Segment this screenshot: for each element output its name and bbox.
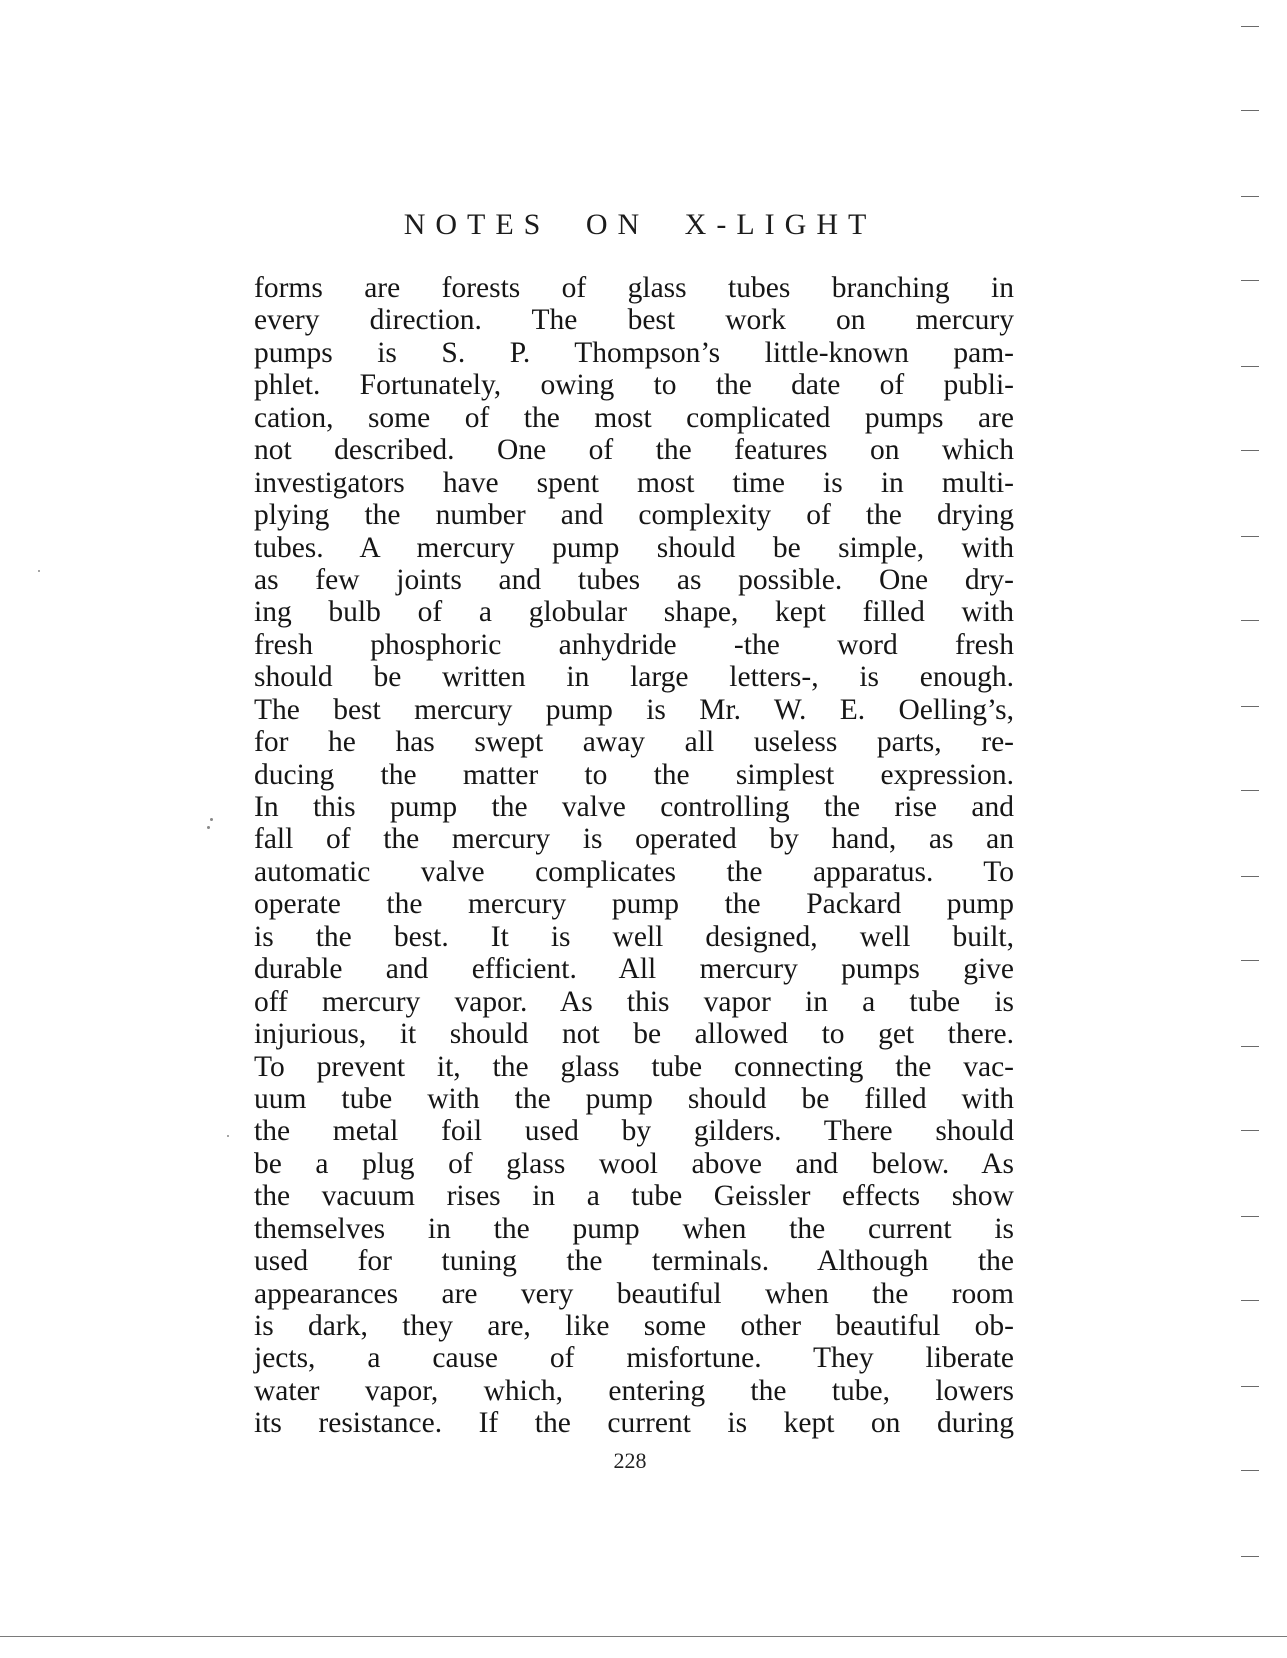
text-line: plying the number and complexity of the drying: [254, 499, 1014, 532]
text-line: In this pump the valve controlling the rise and: [254, 791, 1014, 823]
text-line: fall of the mercury is operated by hand, as an: [254, 823, 1014, 856]
text-line: jects, a cause of misfortune. They liberate: [254, 1342, 1014, 1375]
scan-speck: [227, 1135, 229, 1137]
margin-tick: [1241, 960, 1259, 961]
text-line: appearances are very beautiful when the room: [254, 1277, 1014, 1310]
text-line: operate the mercury pump the Packard pump: [254, 888, 1014, 921]
margin-tick: [1241, 876, 1259, 877]
text-line: off mercury vapor. As this vapor in a tube is: [254, 985, 1014, 1018]
margin-tick: [1241, 196, 1259, 197]
text-line: injurious, it should not be allowed to get there.: [254, 1018, 1014, 1051]
text-line: should be written in large letters-, is enough.: [254, 661, 1014, 694]
margin-tick: [1241, 280, 1259, 281]
text-line: water vapor, which, entering the tube, lowers: [254, 1374, 1014, 1407]
text-line: is the best. It is well designed, well built,: [254, 920, 1014, 953]
margin-tick: [1241, 110, 1259, 111]
text-line: as few joints and tubes as possible. One dry-: [254, 563, 1014, 596]
margin-tick: [1241, 1300, 1259, 1301]
margin-tick: [1241, 1046, 1259, 1047]
margin-tick: [1241, 450, 1259, 451]
text-line: be a plug of glass wool above and below. As: [254, 1147, 1014, 1180]
text-line: themselves in the pump when the current is: [254, 1212, 1014, 1245]
text-line: is dark, they are, like some other beautiful ob-: [254, 1310, 1014, 1342]
text-line: automatic valve complicates the apparatus. To: [254, 855, 1014, 888]
scan-speck: [210, 818, 213, 821]
text-line: The best mercury pump is Mr. W. E. Oelling’s,: [254, 693, 1014, 726]
scan-speck: [207, 826, 210, 829]
text-line: the metal foil used by gilders. There should: [254, 1115, 1014, 1148]
text-line: for he has swept away all useless parts, re-: [254, 726, 1014, 759]
body-text: [254, 272, 1014, 1440]
text-line: forms are forests of glass tubes branching in: [254, 272, 1014, 304]
margin-tick: [1241, 366, 1259, 367]
margin-tick: [1241, 790, 1259, 791]
text-line: durable and efficient. All mercury pumps give: [254, 953, 1014, 986]
text-line: cation, some of the most complicated pumps are: [254, 401, 1014, 434]
text-line: investigators have spent most time is in multi-: [254, 466, 1014, 499]
text-line: phlet. Fortunately, owing to the date of publi-: [254, 369, 1014, 402]
margin-tick: [1241, 1556, 1259, 1557]
text-line: tubes. A mercury pump should be simple, with: [254, 531, 1014, 564]
text-line: used for tuning the terminals. Although the: [254, 1245, 1014, 1278]
running-head: NOTES ON X-LIGHT: [403, 208, 877, 241]
text-line: fresh phosphoric anhydride -the word fresh: [254, 628, 1014, 661]
text-line: ing bulb of a globular shape, kept filled with: [254, 596, 1014, 629]
text-line: pumps is S. P. Thompson’s little-known pam-: [254, 336, 1014, 369]
text-line: not described. One of the features on which: [254, 434, 1014, 467]
text-line: ducing the matter to the simplest expression.: [254, 758, 1014, 791]
margin-tick: [1241, 620, 1259, 621]
margin-tick: [1241, 536, 1259, 537]
margin-tick: [1241, 1130, 1259, 1131]
margin-tick: [1241, 706, 1259, 707]
text-line: the vacuum rises in a tube Geissler effects show: [254, 1180, 1014, 1213]
margin-tick: [1241, 1216, 1259, 1217]
text-line: To prevent it, the glass tube connecting the vac-: [254, 1050, 1014, 1083]
scan-edge-line: [0, 1636, 1287, 1637]
margin-tick: [1241, 1470, 1259, 1471]
margin-tick: [1241, 26, 1259, 27]
text-line: its resistance. If the current is kept on during: [254, 1407, 1014, 1440]
text-line: every direction. The best work on mercury: [254, 304, 1014, 337]
margin-tick: [1241, 1386, 1259, 1387]
page-number: 228: [613, 1448, 647, 1473]
text-line: uum tube with the pump should be filled with: [254, 1082, 1014, 1115]
scan-speck: [38, 570, 40, 572]
